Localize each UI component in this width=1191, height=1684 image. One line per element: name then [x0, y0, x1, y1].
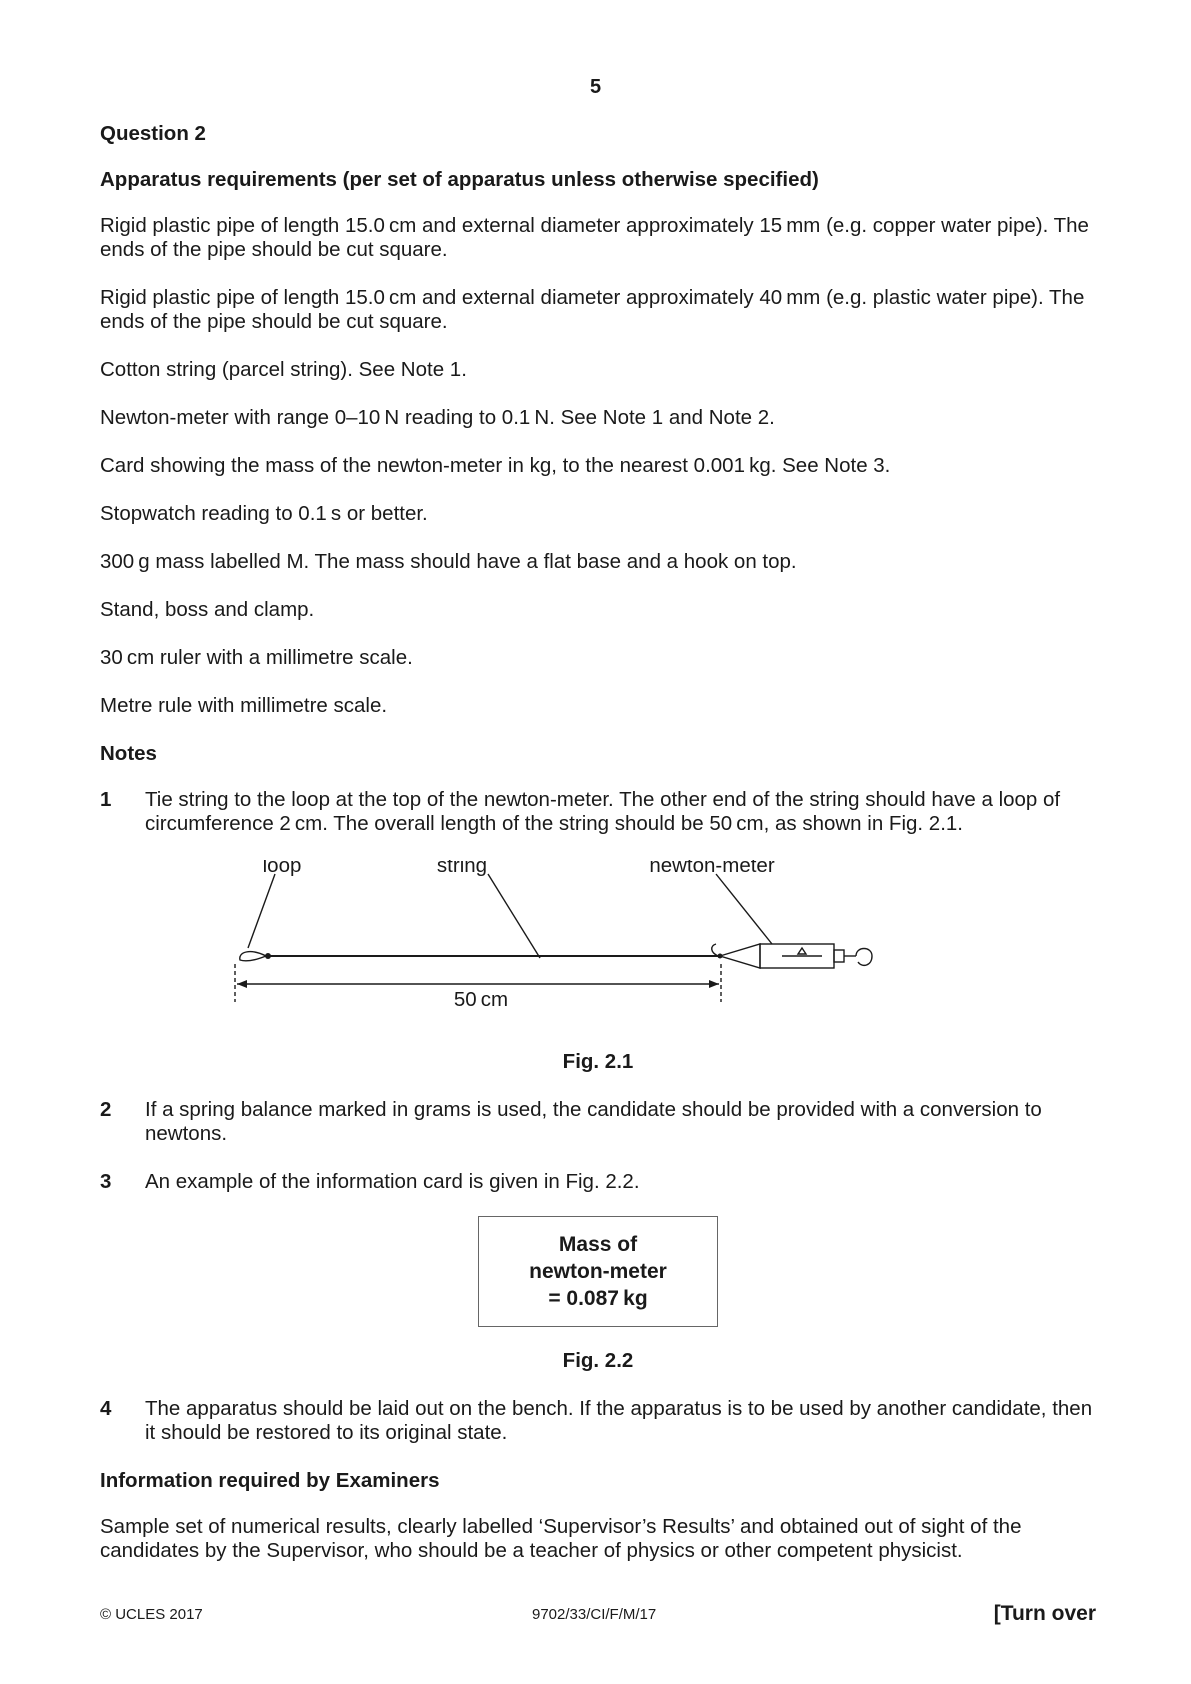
apparatus-heading: Apparatus requirements (per set of apparatus unless otherwise specified) — [100, 168, 819, 191]
note-text: An example of the information card is given in Fig. 2.2. — [145, 1170, 640, 1193]
apparatus-item: Newton-meter with range 0–10 N reading to 0.1 N. See Note 1 and Note 2. — [100, 406, 775, 429]
newton-meter-end-knob — [834, 950, 844, 962]
note-2 — [100, 1098, 1096, 1146]
newton-meter-bottom-hook — [856, 949, 872, 966]
figure-2-1 — [100, 860, 1096, 1050]
newton-meter-leader-line — [716, 874, 772, 944]
note-4 — [100, 1397, 1096, 1445]
dimension-arrow-left — [237, 980, 247, 988]
info-heading: Information required by Examiners — [100, 1469, 440, 1492]
card-line: Mass of — [558, 1233, 638, 1256]
note-text: If a spring balance marked in grams is used, the candidate should be provided with a conversion to newtons. — [145, 1098, 1042, 1145]
label-loop: loop — [262, 860, 302, 877]
loop-knot — [265, 953, 271, 959]
label-newton-meter: newton-meter — [649, 860, 775, 877]
figure-2-1-caption: Fig. 2.1 — [562, 1050, 634, 1073]
document-code: 9702/33/CI/F/M/17 — [532, 1606, 657, 1623]
note-number: 4 — [100, 1397, 112, 1420]
note-number: 3 — [100, 1170, 112, 1193]
newton-meter-knot — [718, 954, 723, 959]
apparatus-item: Cotton string (parcel string). See Note 1. — [100, 358, 467, 381]
page-content — [100, 122, 1096, 1587]
note-3 — [100, 1170, 1096, 1194]
string-newton-meter-diagram — [100, 860, 1096, 1050]
figure-2-2-caption: Fig. 2.2 — [562, 1349, 634, 1372]
string-loop — [240, 952, 266, 961]
page-footer — [100, 1602, 1096, 1628]
information-card — [478, 1216, 718, 1327]
apparatus-item: 30 cm ruler with a millimetre scale. — [100, 646, 413, 669]
question-title: Question 2 — [100, 122, 206, 145]
apparatus-item: Rigid plastic pipe of length 15.0 cm and external diameter approximately 40 mm (e.g. plastic water pipe). The ends of the pipe should be cut square. — [100, 286, 1085, 333]
newton-meter-pointer — [798, 948, 806, 954]
newton-meter-top-hook — [712, 944, 718, 956]
copyright: © UCLES 2017 — [100, 1606, 203, 1623]
string-leader-line — [488, 874, 540, 958]
note-1 — [100, 788, 1096, 836]
note-number: 2 — [100, 1098, 112, 1121]
note-number: 1 — [100, 788, 112, 811]
apparatus-item: Metre rule with millimetre scale. — [100, 694, 388, 717]
apparatus-item: Rigid plastic pipe of length 15.0 cm and external diameter approximately 15 mm (e.g. copper water pipe). The ends of the pipe should be cut square. — [100, 214, 1089, 261]
dimension-label: 50 cm — [453, 988, 509, 1011]
card-line: = 0.087 kg — [548, 1287, 648, 1310]
apparatus-item: 300 g mass labelled M. The mass should have a flat base and a hook on top. — [100, 550, 797, 573]
info-text: Sample set of numerical results, clearly labelled ‘Supervisor’s Results’ and obtained out of sight of the candidates by the Supervisor, who should be a teacher of physics or other competent physicist. — [100, 1515, 1022, 1562]
dimension-arrow-right — [709, 980, 719, 988]
notes-heading: Notes — [100, 742, 157, 765]
apparatus-item: Stopwatch reading to 0.1 s or better. — [100, 502, 428, 525]
page-number: 5 — [589, 76, 602, 98]
loop-leader-line — [248, 874, 275, 948]
apparatus-item: Stand, boss and clamp. — [100, 598, 315, 621]
card-line: newton-meter — [529, 1260, 667, 1283]
turn-over: [Turn over — [993, 1602, 1096, 1625]
newton-meter-cone — [720, 944, 760, 968]
label-string: string — [436, 860, 488, 877]
apparatus-item: Card showing the mass of the newton-meter in kg, to the nearest 0.001 kg. See Note 3. — [100, 454, 891, 477]
note-text: Tie string to the loop at the top of the newton-meter. The other end of the string should have a loop of circumference 2 cm. The overall length of the string should be 50 cm, as shown in Fig. 2.1. — [145, 788, 1061, 835]
note-text: The apparatus should be laid out on the bench. If the apparatus is to be used by another candidate, then it should be restored to its original state. — [145, 1397, 1093, 1444]
